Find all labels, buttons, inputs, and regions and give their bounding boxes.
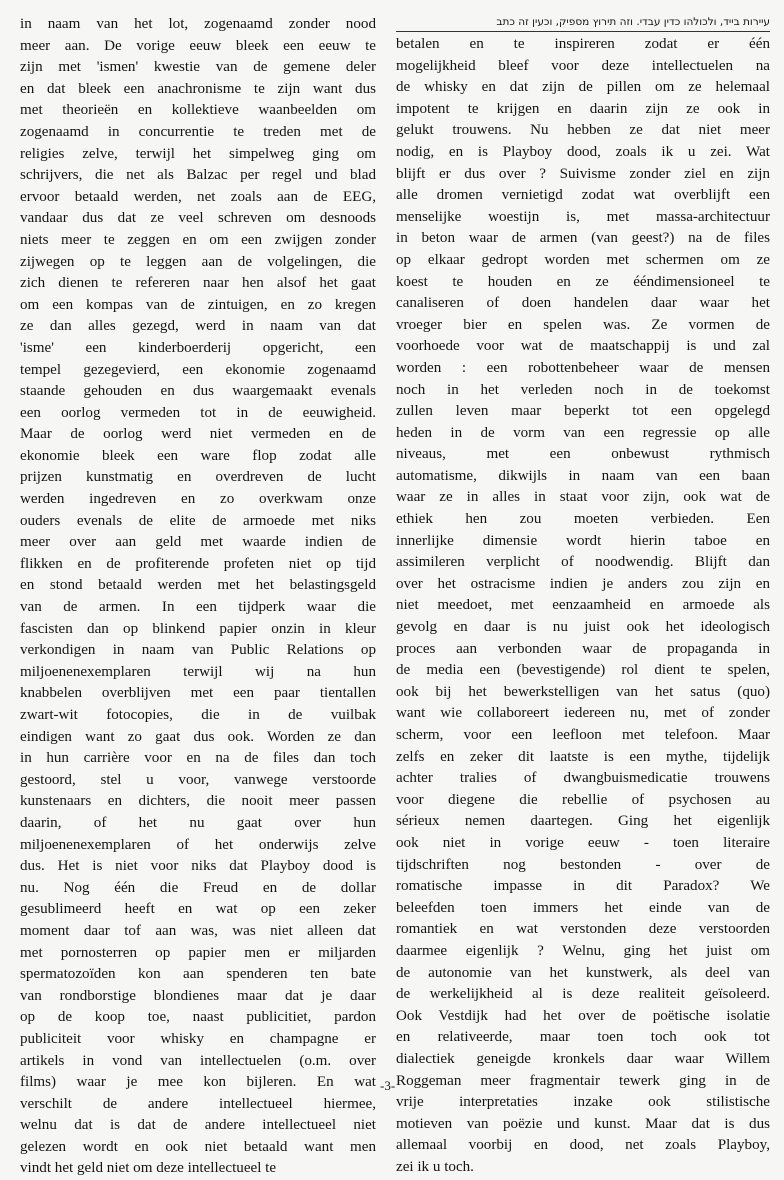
text-line: kunstenaars en dichters, die nooit meer passen xyxy=(20,793,376,810)
text-line: vandaar dus dat ze veel schreven om desnoods xyxy=(20,210,376,227)
text-line: vindt het geld niet om deze intellectueel te xyxy=(20,1160,277,1177)
text-line: werden ingedreven en zo overkwam onze xyxy=(20,491,376,508)
text-line: gevolg en daar is nu juist ook het ideologisch xyxy=(396,619,770,636)
text-line: zelfs en zeker dit laatste is een mythe, tijdelijk xyxy=(396,748,770,765)
text-line: mogelijkheid bleef voor deze intellectuelen na xyxy=(396,57,770,74)
text-line: publiciteit voor whisky en champagne er xyxy=(20,1030,376,1047)
text-line: impotent te krijgen en daarin zijn ze ook in xyxy=(396,100,770,117)
text-line: in naam van het lot, zogenaamd zonder nood xyxy=(20,16,376,32)
text-line: fascisten dan op blinkend papier onzin in kleur xyxy=(20,620,376,637)
text-line: verkondigen in naam van Public Relations op xyxy=(20,642,376,659)
text-line: niet meedoet, met eenzaamheid en armoede als xyxy=(396,597,770,614)
text-line: zullen leven maar beperkt tot een opgelegd xyxy=(396,403,770,420)
text-line: knabbelen overblijven met een paar tientallen xyxy=(20,685,376,702)
text-line: van rondborstige blondienes maar dat je daar xyxy=(20,987,376,1004)
text-line: vroeger bier en spelen was. Ze vormen de xyxy=(396,316,770,333)
text-line: nu. Nog één die Freud en de dollar xyxy=(20,879,376,896)
text-line: en dat bleek een anachronisme te zijn want dus xyxy=(20,80,376,97)
text-line: want wie collaboreert iedereen nu, met of zonder xyxy=(396,705,770,722)
text-line: alle dromen vernietigd zodat wat overblijft een xyxy=(396,187,770,204)
text-line: automatisme, dikwijls in naam van een baan xyxy=(396,467,770,484)
text-line: meer aan. De vorige eeuw bleek een eeuw te xyxy=(20,37,376,54)
text-line: nodig, en is Playboy dood, zoals ik u zei. Wat xyxy=(396,143,770,160)
text-line: miljoenenexemplaren terwijl wij na hun xyxy=(20,663,376,680)
text-line: vrije interpretaties inzake ook stilistische xyxy=(396,1094,770,1111)
text-line: prijzen kunstmatig en overdreven de lucht xyxy=(20,469,376,486)
text-line: zijn met 'ismen' kwestie van de gemene deler xyxy=(20,59,376,76)
text-line: menselijke woestijn is, met massa-architectuur xyxy=(396,208,770,225)
text-line: niets meer te zeggen en om een zwijgen zonder xyxy=(20,231,376,248)
text-line: gelukt trouwens. Nu hebben ze dat niet meer xyxy=(396,122,770,139)
text-line: moment daar tof aan was, was niet alleen dat xyxy=(20,922,376,939)
text-line: niveaus, met een onbewust rythmisch xyxy=(396,446,770,463)
text-line: allemaal voorbij en dood, net zoals Playboy, xyxy=(396,1137,770,1154)
text-line: van de armen. In een tijdperk waar die xyxy=(20,599,376,616)
text-line: worden : een robottenbeheer waar de mensen xyxy=(396,359,770,376)
text-line: voor diegene die rebellie of psychosen au xyxy=(396,791,770,808)
text-line: heden in de vorm van een regressie op alle xyxy=(396,424,770,441)
text-line: gesublimeerd heeft en wat op een zeker xyxy=(20,901,376,918)
text-line: de whisky en dat zijn de pillen om ze helemaal xyxy=(396,79,770,96)
text-line: daarin, of het nu gaat over hun xyxy=(20,814,376,831)
text-line: ze dan alles gezegd, werd in naam van dat xyxy=(20,318,376,335)
text-line: ouders evenals de elite de armoede met niks xyxy=(20,512,376,529)
text-line: met theorieën en kollektieve waanbeelden om xyxy=(20,102,376,119)
text-line: religies zelve, terwijl het simpelweg ging om xyxy=(20,145,376,162)
text-line: gestoord, stel u voor, vanwege verstoorde xyxy=(20,771,376,788)
text-line: ekonomie bleek een ware flop zodat alle xyxy=(20,447,376,464)
text-line: Roggeman meer fragmentair tewerk ging in de xyxy=(396,1072,770,1089)
text-line: waar ze in alles in staat voor zijn, ook wat de xyxy=(396,489,770,506)
text-line: proces aan verbonden waar de propaganda in xyxy=(396,640,770,657)
text-line: flikken en de profiterende profeten niet op tijd xyxy=(20,555,376,572)
text-line: welnu dat is dat de andere intellectueel niet xyxy=(20,1117,376,1134)
text-line: ook bij het bewerkstelligen van het satus (quo) xyxy=(396,683,770,700)
text-line: romatische impasse in dit Paradox? We xyxy=(396,878,770,895)
text-line: om een kompas van de zintuigen, en zo kregen xyxy=(20,296,376,313)
text-line: over het ostracisme indien je anders zou zijn en xyxy=(396,575,770,592)
text-line: dus. Het is niet voor niks dat Playboy dood is xyxy=(20,858,376,875)
text-line: meer over aan geld met waarde indien de xyxy=(20,534,376,551)
text-line: gelezen wordt en ook niet betaald want men xyxy=(20,1138,376,1155)
text-line: beleefden toen immers het einde van de xyxy=(396,899,770,916)
text-line: zwart-wit fotocopies, die in de vuilbak xyxy=(20,707,376,723)
text-line: tijdschriften nog bestonden - over de xyxy=(396,856,770,873)
text-line: films) waar je mee kon bijleren. En wat xyxy=(20,1074,376,1091)
text-line: Maar de oorlog werd niet vermeden en de xyxy=(20,426,376,443)
text-line: assimileren verplicht of noodwendig. Blijft dan xyxy=(396,554,770,571)
text-line: met pornosterren op papier men er miljarden xyxy=(20,944,376,961)
text-line: innerlijke dimensie wordt hierin taboe en xyxy=(396,532,770,549)
text-line: voorhoede voor wat de maatschappij is und zal xyxy=(396,338,770,355)
page-number: -3- xyxy=(380,1078,396,1093)
text-line: sérieux nemen daartegen. Ging het eigenlijk xyxy=(396,813,770,830)
text-line: ook niet in vorige eeuw - toen literaire xyxy=(396,834,770,851)
text-line: de werkelijkheid al is deze realiteit geïsoleerd. xyxy=(396,986,770,1003)
text-line: in beton waar de armen (van geest?) na de files xyxy=(396,230,770,247)
text-line: staande gehouden en dus waargemaakt evenals xyxy=(20,383,376,400)
text-line: zogenaamd in concurrentie te treden met de xyxy=(20,123,376,140)
text-line: achter tralies of dwangbuismedicatie trouwens xyxy=(396,770,770,787)
text-line: op de koop toe, naast publicitiet, pardon xyxy=(20,1009,376,1026)
text-line: Ook Vestdijk had het over de poëtische isolatie xyxy=(396,1007,770,1024)
text-line: zei ik u toch. xyxy=(396,1158,474,1175)
text-line: de autonomie van het kunstwerk, als deel van xyxy=(396,964,770,981)
text-line: een oorlog vermeden tot in de eeuwigheid. xyxy=(20,404,376,421)
left-column xyxy=(20,14,376,1180)
text-line: en relativeerde, maar toen toch ook tot xyxy=(396,1029,770,1046)
text-line: tempel gezegevierd, een ekonomie zogenaamd xyxy=(20,361,376,378)
text-line: op elkaar gedropt worden met schermen om ze xyxy=(396,251,770,268)
text-line: noch in het verleden noch in de toekomst xyxy=(396,381,770,398)
text-line: scherm, voor een leefloon met telefoon. Maar xyxy=(396,727,770,743)
text-line: in hun carrière voor en na de files dan toch xyxy=(20,750,376,767)
text-line: blijft er dus over ? Suivisme zonder ziel en zijn xyxy=(396,165,770,182)
text-line: miljoenenexemplaren of het onderwijs zelve xyxy=(20,836,376,853)
right-column-body xyxy=(396,34,770,1178)
text-line: motieven van poëzie und kunst. Maar dat is dus xyxy=(396,1115,770,1132)
right-column xyxy=(396,14,770,1178)
text-line: spermatozoïden kon aan spenderen ten bate xyxy=(20,966,376,983)
text-line: en stond betaald werden met het belastingsgeld xyxy=(20,577,376,594)
text-line: eindigen want zo gaat dus ook. Worden ze dan xyxy=(20,728,376,745)
text-line: dialectiek geneigde kronkels daar waar Willem xyxy=(396,1050,770,1067)
text-line: schrijvers, die net als Balzac per regel und blad xyxy=(20,167,376,184)
text-line: zich dienen te refereren naar hen alsof het gaat xyxy=(20,275,376,292)
text-line: verschilt de andere intellectueel hiermee, xyxy=(20,1095,376,1112)
text-line: ervoor betaald werden, net zoals aan de EEG, xyxy=(20,188,376,205)
text-line: de media een (bevestigende) rol dient te spelen, xyxy=(396,662,770,679)
hebrew-header-strip: עיירות בייד, ולכולהו כדין עבדי. וזה תירוץ מספיק, וכעין זה כתב xyxy=(396,14,770,32)
text-line: betalen en te inspireren zodat er één xyxy=(396,36,770,52)
text-line: 'isme' een kinderboerderij opgericht, een xyxy=(20,339,376,356)
text-line: daarmee eigenlijk ? Welnu, ging het juist om xyxy=(396,942,770,959)
text-line: zijwegen op te leggen aan de volgelingen, die xyxy=(20,253,376,270)
text-line: ethiek hen zou moeten verbieden. Een xyxy=(396,511,770,528)
text-line: canaliseren of doen handelen daar waar het xyxy=(396,295,770,312)
text-line: artikels in vond van intellectuelen (o.m. over xyxy=(20,1052,376,1069)
text-line: romantiek en wat verstonden deze verstoorden xyxy=(396,921,770,938)
text-line: koest te houden en ze ééndimensioneel te xyxy=(396,273,770,290)
